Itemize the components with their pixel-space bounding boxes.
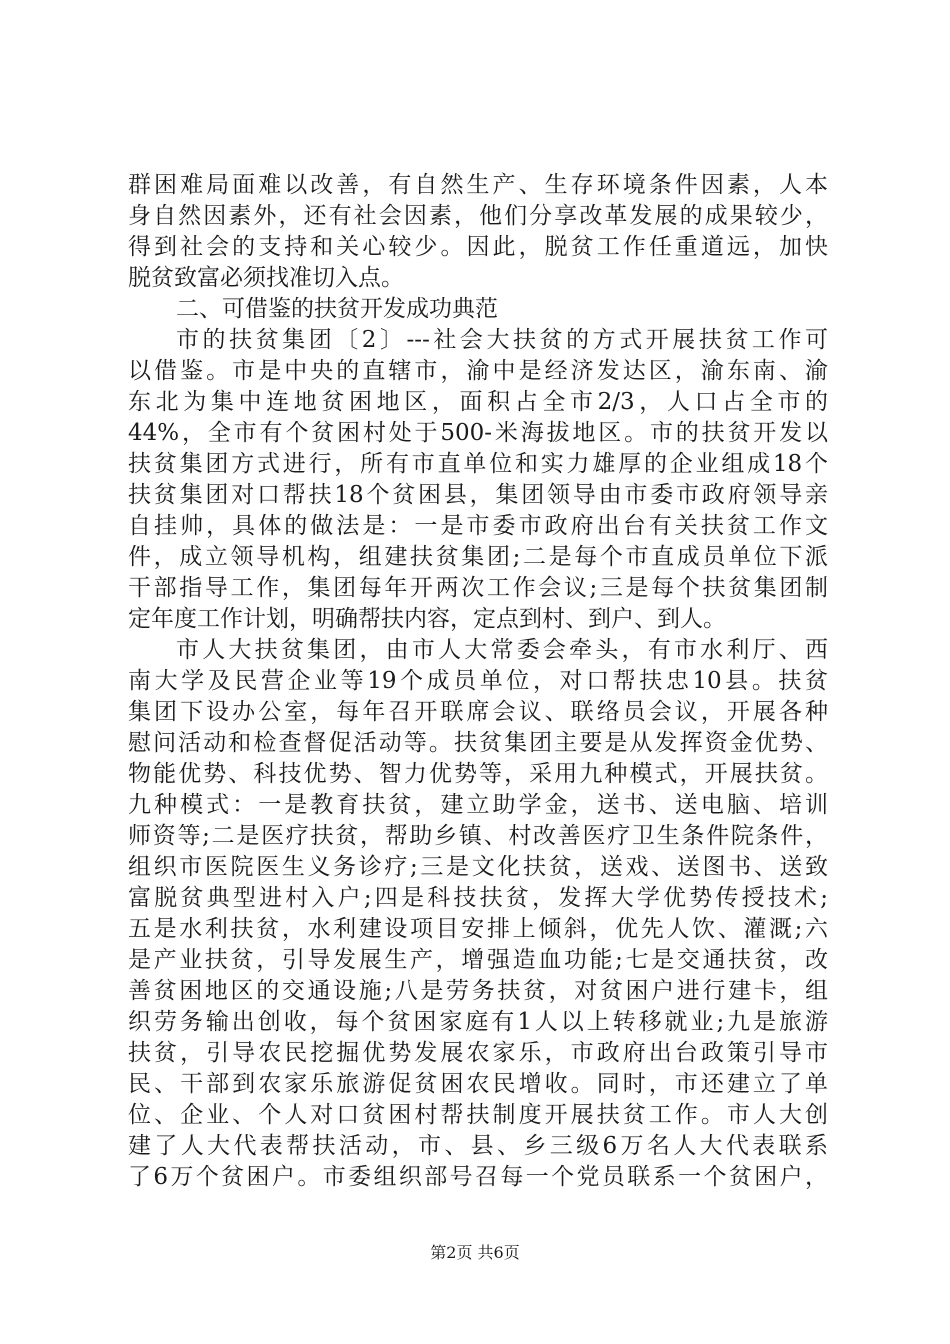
text-line: 市人大扶贫集团，由市人大常委会牵头，有市水利厅、西 xyxy=(176,637,828,663)
text-line: 以借鉴。市是中央的直辖市，渝中是经济发达区，渝东南、渝 xyxy=(128,358,828,384)
text-line: 民、干部到农家乐旅游促贫困农民增收。同时，市还建立了单 xyxy=(128,1071,828,1097)
text-line: 物能优势、科技优势、智力优势等，采用九种模式，开展扶贫。 xyxy=(128,761,828,787)
text-line: 得到社会的支持和关心较少。因此，脱贫工作任重道远，加快 xyxy=(128,234,828,260)
text-line: 群困难局面难以改善，有自然生产、生存环境条件因素，人本 xyxy=(128,172,828,198)
text-line: 是产业扶贫，引导发展生产，增强造血功能;七是交通扶贫，改 xyxy=(128,947,828,973)
text-line: 九种模式：一是教育扶贫，建立助学金，送书、送电脑、培训 xyxy=(128,792,828,818)
text-line: 扶贫，引导农民挖掘优势发展农家乐，市政府出台政策引导市 xyxy=(128,1040,828,1066)
text-line: 干部指导工作，集团每年开两次工作会议;三是每个扶贫集团制 xyxy=(128,575,828,601)
text-line: 了6万个贫困户。市委组织部号召每一个党员联系一个贫困户， xyxy=(128,1164,828,1190)
text-line: 东北为集中连地贫困地区，面积占全市2/3，人口占全市的 xyxy=(128,389,828,415)
text-line: 二、可借鉴的扶贫开发成功典范 xyxy=(176,296,498,322)
text-line: 自挂帅，具体的做法是：一是市委市政府出台有关扶贫工作文 xyxy=(128,513,828,539)
page-footer: 第2页 共6页 xyxy=(430,1243,520,1262)
text-line: 市的扶贫集团〔2〕---社会大扶贫的方式开展扶贫工作可 xyxy=(176,327,828,353)
text-line: 位、企业、个人对口贫困村帮扶制度开展扶贫工作。市人大创 xyxy=(128,1102,828,1128)
text-line: 44%，全市有个贫困村处于500-米海拔地区。市的扶贫开发以 xyxy=(128,420,828,446)
text-line: 织劳务输出创收，每个贫困家庭有1人以上转移就业;九是旅游 xyxy=(128,1009,828,1035)
text-line: 扶贫集团对口帮扶18个贫困县，集团领导由市委市政府领导亲 xyxy=(128,482,828,508)
text-line: 扶贫集团方式进行，所有市直单位和实力雄厚的企业组成18个 xyxy=(128,451,828,477)
body-text xyxy=(128,170,828,1193)
text-line: 富脱贫典型进村入户;四是科技扶贫，发挥大学优势传授技术; xyxy=(128,885,828,911)
text-line: 师资等;二是医疗扶贫，帮助乡镇、村改善医疗卫生条件院条件， xyxy=(128,823,828,849)
text-line: 集团下设办公室，每年召开联席会议、联络员会议，开展各种 xyxy=(128,699,828,725)
text-line: 建了人大代表帮扶活动，市、县、乡三级6万名人大代表联系 xyxy=(128,1133,828,1159)
text-line: 身自然因素外，还有社会因素，他们分享改革发展的成果较少， xyxy=(128,203,828,229)
text-line: 五是水利扶贫，水利建设项目安排上倾斜，优先人饮、灌溉;六 xyxy=(128,916,828,942)
text-line: 南大学及民营企业等19个成员单位，对口帮扶忠10县。扶贫 xyxy=(128,668,828,694)
text-line: 件，成立领导机构，组建扶贫集团;二是每个市直成员单位下派 xyxy=(128,544,828,570)
text-line: 脱贫致富必须找准切入点。 xyxy=(128,265,404,291)
text-line: 组织市医院医生义务诊疗;三是文化扶贫，送戏、送图书、送致 xyxy=(128,854,828,880)
text-line: 定年度工作计划，明确帮扶内容，定点到村、到户、到人。 xyxy=(128,606,726,632)
text-line: 慰问活动和检查督促活动等。扶贫集团主要是从发挥资金优势、 xyxy=(128,730,828,756)
text-line: 善贫困地区的交通设施;八是劳务扶贫，对贫困户进行建卡，组 xyxy=(128,978,828,1004)
